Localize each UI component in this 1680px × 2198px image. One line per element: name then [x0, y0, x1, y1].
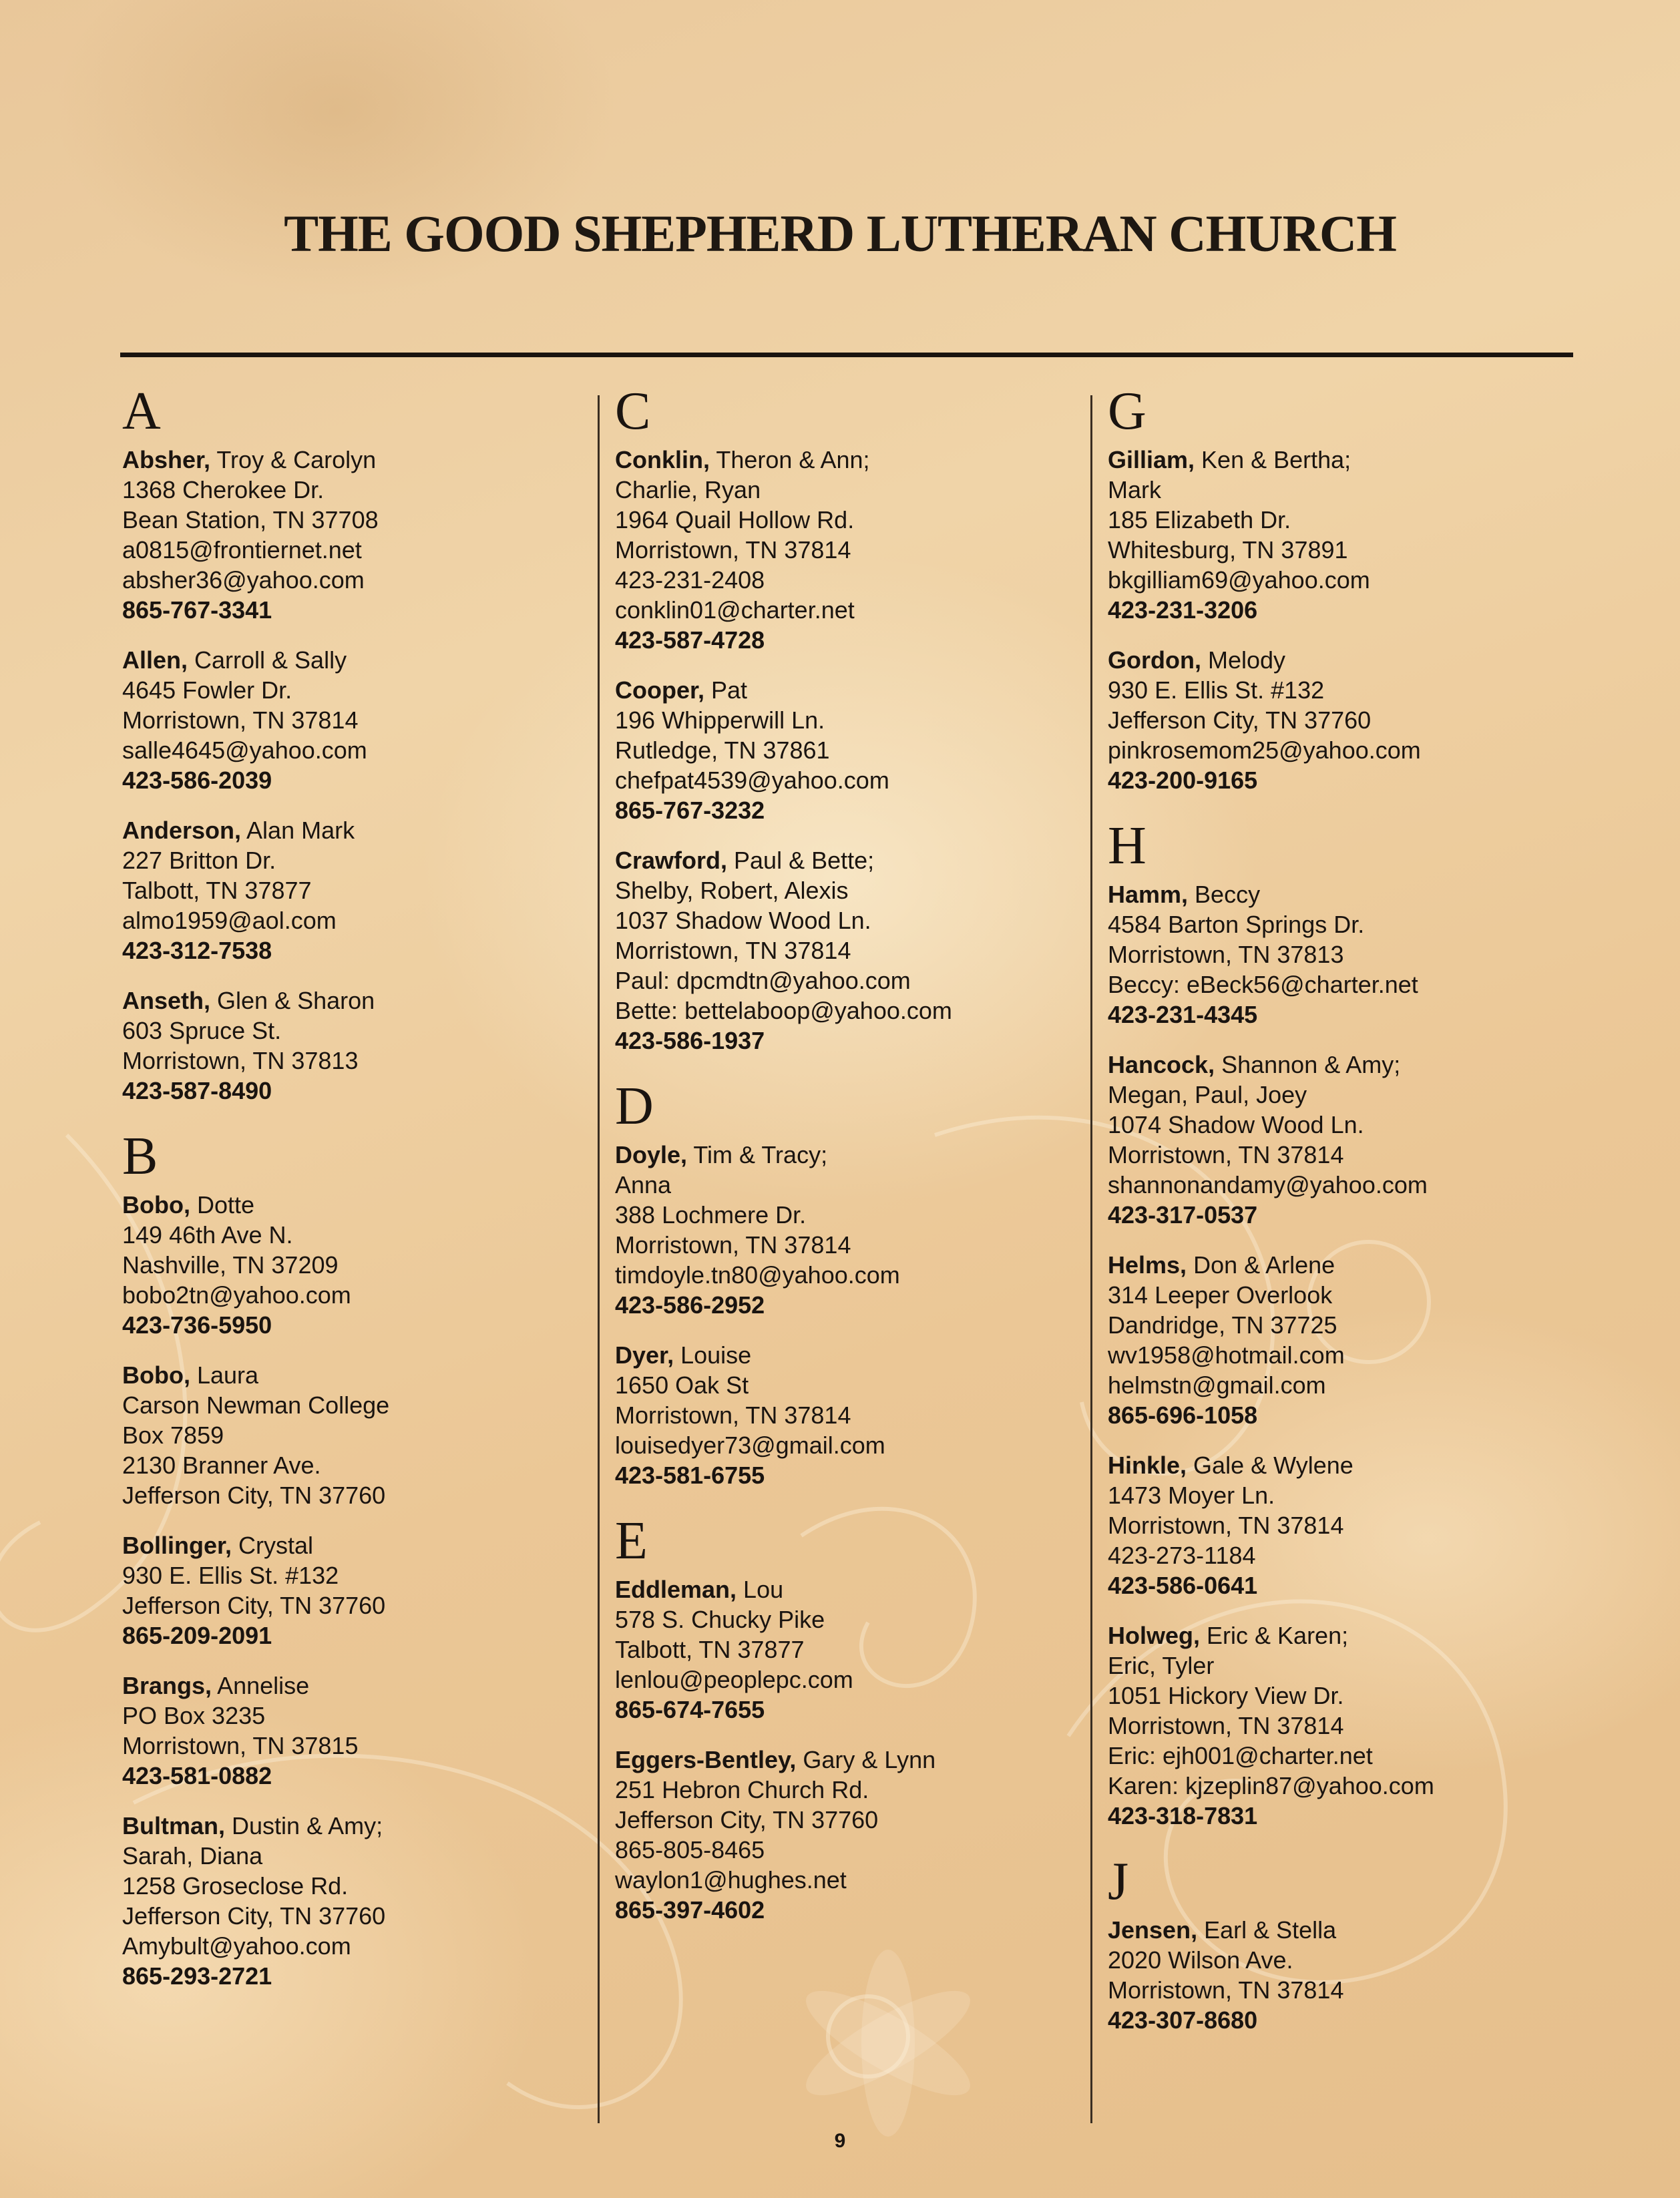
- member-phone: 865-293-2721: [122, 1962, 272, 1990]
- member-given-names: Dustin & Amy;: [225, 1812, 383, 1839]
- member-detail-line: 1650 Oak St: [615, 1371, 749, 1399]
- member-entry: [122, 645, 590, 795]
- member-detail-line: Jefferson City, TN 37760: [122, 1482, 386, 1509]
- page-number: 9: [834, 2130, 846, 2152]
- member-detail-line: 2130 Branner Ave.: [122, 1452, 321, 1479]
- member-detail-line: 314 Leeper Overlook: [1108, 1281, 1333, 1309]
- member-detail-line: Eric, Tyler: [1108, 1652, 1215, 1679]
- member-phone: 865-767-3341: [122, 596, 272, 624]
- member-detail-line: Jefferson City, TN 37760: [615, 1806, 879, 1833]
- member-phone: 423-317-0537: [1108, 1201, 1258, 1229]
- member-detail-line: Talbott, TN 37877: [615, 1636, 805, 1663]
- column-divider: [1090, 395, 1092, 2123]
- member-entry: [1108, 645, 1575, 795]
- member-phone: 423-318-7831: [1108, 1802, 1258, 1829]
- column-divider: [598, 395, 600, 2123]
- member-name-line: [615, 1745, 1082, 1775]
- member-phone: 423-736-5950: [122, 1311, 272, 1339]
- member-name-line: [122, 985, 590, 1016]
- member-entry: [122, 1811, 590, 1991]
- member-name-line: [615, 1140, 1082, 1170]
- member-surname: Eggers-Bentley,: [615, 1746, 797, 1773]
- member-name-line: [122, 815, 590, 845]
- member-detail-line: Morristown, TN 37814: [615, 1401, 851, 1429]
- directory-column-3: [1108, 381, 1575, 2055]
- member-name-line: [122, 645, 590, 675]
- member-detail-line: Morristown, TN 37814: [1108, 1512, 1344, 1539]
- member-entry: [122, 1360, 590, 1510]
- member-detail-line: 1074 Shadow Wood Ln.: [1108, 1111, 1364, 1138]
- member-entry: [615, 1340, 1082, 1490]
- member-detail-line: 1368 Cherokee Dr.: [122, 476, 325, 503]
- member-entry: [615, 1574, 1082, 1725]
- member-detail-line: Morristown, TN 37815: [122, 1732, 359, 1759]
- member-entry: [122, 1530, 590, 1651]
- member-surname: Hinkle,: [1108, 1452, 1187, 1479]
- member-detail-line: Jefferson City, TN 37760: [1108, 706, 1372, 734]
- section-letter-heading: C: [615, 382, 651, 441]
- member-phone: 865-209-2091: [122, 1622, 272, 1649]
- member-given-names: Paul & Bette;: [727, 847, 875, 874]
- member-surname: Bollinger,: [122, 1532, 232, 1559]
- letter-section: [1108, 1851, 1575, 2035]
- member-entry: [122, 1190, 590, 1340]
- letter-section: [1108, 381, 1575, 795]
- member-surname: Bobo,: [122, 1361, 190, 1389]
- member-detail-line: Shelby, Robert, Alexis: [615, 877, 849, 904]
- member-detail-line: 4645 Fowler Dr.: [122, 676, 292, 704]
- member-detail-line: 423-231-2408: [615, 566, 765, 594]
- header-rule: [120, 353, 1573, 357]
- member-phone: 423-587-8490: [122, 1077, 272, 1104]
- member-detail-line: chefpat4539@yahoo.com: [615, 766, 889, 794]
- member-phone: 865-397-4602: [615, 1896, 765, 1924]
- member-given-names: Earl & Stella: [1197, 1916, 1337, 1944]
- letter-section: [615, 1076, 1082, 1490]
- member-given-names: Shannon & Amy;: [1215, 1051, 1401, 1078]
- member-given-names: Beccy: [1188, 881, 1261, 908]
- letter-section: [122, 1126, 590, 1991]
- member-detail-line: Morristown, TN 37814: [615, 536, 851, 564]
- member-name-line: [615, 445, 1082, 475]
- section-letter-heading: D: [615, 1077, 654, 1136]
- letter-section: [122, 381, 590, 1106]
- member-detail-line: Mark: [1108, 476, 1161, 503]
- member-detail-line: 1051 Hickory View Dr.: [1108, 1682, 1344, 1709]
- member-detail-line: Morristown, TN 37814: [1108, 1712, 1344, 1739]
- member-surname: Anseth,: [122, 987, 211, 1014]
- member-given-names: Don & Arlene: [1187, 1251, 1335, 1279]
- member-given-names: Melody: [1201, 646, 1286, 674]
- member-detail-line: 1473 Moyer Ln.: [1108, 1482, 1275, 1509]
- member-surname: Gordon,: [1108, 646, 1201, 674]
- member-given-names: Gary & Lynn: [796, 1746, 936, 1773]
- member-entry: [1108, 445, 1575, 625]
- member-detail-line: 149 46th Ave N.: [122, 1221, 293, 1249]
- member-detail-line: Morristown, TN 37814: [1108, 1141, 1344, 1168]
- member-phone: 865-767-3232: [615, 797, 765, 824]
- member-detail-line: Morristown, TN 37814: [122, 706, 359, 734]
- member-detail-line: Jefferson City, TN 37760: [122, 1592, 386, 1619]
- member-detail-line: Box 7859: [122, 1421, 224, 1449]
- member-name-line: [615, 1340, 1082, 1370]
- member-given-names: Tim & Tracy;: [687, 1141, 828, 1168]
- member-detail-line: 930 E. Ellis St. #132: [122, 1562, 339, 1589]
- member-given-names: Ken & Bertha;: [1195, 446, 1351, 473]
- member-name-line: [1108, 879, 1575, 909]
- member-detail-line: Morristown, TN 37814: [1108, 1976, 1344, 2004]
- member-entry: [1108, 1250, 1575, 1430]
- member-phone: 423-231-4345: [1108, 1001, 1258, 1028]
- section-letter-heading: E: [615, 1512, 648, 1570]
- member-phone: 865-696-1058: [1108, 1401, 1258, 1429]
- directory-column-2: [615, 381, 1082, 1945]
- member-surname: Doyle,: [615, 1141, 688, 1168]
- member-detail-line: Beccy: eBeck56@charter.net: [1108, 971, 1418, 998]
- member-name-line: [1108, 1050, 1575, 1080]
- section-letter-heading: G: [1108, 382, 1146, 441]
- member-detail-line: Charlie, Ryan: [615, 476, 761, 503]
- member-name-line: [615, 675, 1082, 705]
- member-detail-line: Morristown, TN 37813: [122, 1047, 359, 1074]
- member-surname: Absher,: [122, 446, 211, 473]
- section-letter-heading: B: [122, 1127, 158, 1186]
- member-detail-line: timdoyle.tn80@yahoo.com: [615, 1261, 900, 1289]
- member-given-names: Annelise: [212, 1672, 310, 1699]
- member-given-names: Lou: [737, 1576, 784, 1603]
- directory-column-1: [122, 381, 590, 2011]
- member-given-names: Laura: [190, 1361, 259, 1389]
- member-detail-line: waylon1@hughes.net: [615, 1866, 847, 1894]
- member-detail-line: helmstn@gmail.com: [1108, 1371, 1326, 1399]
- member-phone: 423-586-2952: [615, 1291, 765, 1319]
- member-detail-line: salle4645@yahoo.com: [122, 736, 367, 764]
- member-surname: Hancock,: [1108, 1051, 1215, 1078]
- member-detail-line: conklin01@charter.net: [615, 596, 855, 624]
- member-entry: [615, 845, 1082, 1056]
- member-given-names: Troy & Carolyn: [210, 446, 377, 473]
- member-phone: 423-586-1937: [615, 1027, 765, 1054]
- member-name-line: [1108, 1250, 1575, 1280]
- member-name-line: [122, 1190, 590, 1220]
- member-surname: Gilliam,: [1108, 446, 1195, 473]
- member-surname: Crawford,: [615, 847, 728, 874]
- member-surname: Bultman,: [122, 1812, 226, 1839]
- member-detail-line: 388 Lochmere Dr.: [615, 1201, 807, 1229]
- member-detail-line: 2020 Wilson Ave.: [1108, 1946, 1293, 1974]
- letter-section: [615, 1510, 1082, 1925]
- letter-section: [615, 381, 1082, 1056]
- member-phone: 423-581-6755: [615, 1462, 765, 1489]
- member-phone: 423-200-9165: [1108, 766, 1258, 794]
- member-surname: Jensen,: [1108, 1916, 1198, 1944]
- member-surname: Allen,: [122, 646, 188, 674]
- member-detail-line: 1964 Quail Hollow Rd.: [615, 506, 855, 533]
- member-detail-line: bobo2tn@yahoo.com: [122, 1281, 351, 1309]
- member-detail-line: 423-273-1184: [1108, 1542, 1256, 1569]
- member-detail-line: absher36@yahoo.com: [122, 566, 365, 594]
- member-name-line: [1108, 645, 1575, 675]
- member-given-names: Glen & Sharon: [210, 987, 375, 1014]
- member-phone: 423-581-0882: [122, 1762, 272, 1789]
- member-detail-line: Morristown, TN 37814: [615, 937, 851, 964]
- member-detail-line: Megan, Paul, Joey: [1108, 1081, 1307, 1108]
- letter-section: [1108, 815, 1575, 1831]
- member-detail-line: pinkrosemom25@yahoo.com: [1108, 736, 1421, 764]
- member-detail-line: Dandridge, TN 37725: [1108, 1311, 1337, 1339]
- member-detail-line: almo1959@aol.com: [122, 907, 337, 934]
- member-detail-line: a0815@frontiernet.net: [122, 536, 362, 564]
- member-detail-line: Rutledge, TN 37861: [615, 736, 830, 764]
- member-phone: 423-307-8680: [1108, 2006, 1258, 2034]
- member-entry: [615, 1745, 1082, 1925]
- member-entry: [122, 815, 590, 965]
- member-detail-line: Morristown, TN 37813: [1108, 941, 1344, 968]
- member-given-names: Eric & Karen;: [1200, 1622, 1349, 1649]
- member-detail-line: Whitesburg, TN 37891: [1108, 536, 1348, 564]
- member-detail-line: 4584 Barton Springs Dr.: [1108, 911, 1365, 938]
- member-entry: [122, 445, 590, 625]
- member-detail-line: 1258 Groseclose Rd.: [122, 1872, 349, 1900]
- member-phone: 423-231-3206: [1108, 596, 1258, 624]
- member-entry: [122, 985, 590, 1106]
- member-name-line: [1108, 1915, 1575, 1945]
- member-entry: [615, 1140, 1082, 1320]
- member-name-line: [1108, 1450, 1575, 1480]
- member-detail-line: 251 Hebron Church Rd.: [615, 1776, 869, 1803]
- member-detail-line: Morristown, TN 37814: [615, 1231, 851, 1259]
- member-detail-line: Amybult@yahoo.com: [122, 1932, 351, 1960]
- member-name-line: [1108, 445, 1575, 475]
- member-given-names: Louise: [674, 1341, 752, 1369]
- member-entry: [122, 1671, 590, 1791]
- member-name-line: [122, 1811, 590, 1841]
- member-entry: [615, 675, 1082, 825]
- member-entry: [1108, 1050, 1575, 1230]
- member-phone: 865-674-7655: [615, 1696, 765, 1723]
- page-title: THE GOOD SHEPHERD LUTHERAN CHURCH: [284, 204, 1396, 262]
- member-surname: Eddleman,: [615, 1576, 737, 1603]
- member-given-names: Theron & Ann;: [710, 446, 870, 473]
- member-given-names: Pat: [704, 676, 748, 704]
- member-detail-line: lenlou@peoplepc.com: [615, 1666, 853, 1693]
- member-detail-line: Eric: ejh001@charter.net: [1108, 1742, 1373, 1769]
- member-detail-line: Carson Newman College: [122, 1391, 390, 1419]
- member-detail-line: Talbott, TN 37877: [122, 877, 312, 904]
- member-name-line: [122, 1530, 590, 1560]
- member-detail-line: 865-805-8465: [615, 1836, 765, 1863]
- member-detail-line: Anna: [615, 1171, 672, 1198]
- member-detail-line: 578 S. Chucky Pike: [615, 1606, 825, 1633]
- member-phone: 423-587-4728: [615, 626, 765, 654]
- member-surname: Anderson,: [122, 817, 242, 844]
- member-name-line: [122, 1671, 590, 1701]
- member-surname: Hamm,: [1108, 881, 1189, 908]
- member-name-line: [1108, 1620, 1575, 1651]
- member-entry: [1108, 1915, 1575, 2035]
- member-phone: 423-586-0641: [1108, 1572, 1258, 1599]
- member-entry: [1108, 1450, 1575, 1600]
- member-detail-line: Bette: bettelaboop@yahoo.com: [615, 997, 952, 1024]
- member-given-names: Crystal: [232, 1532, 314, 1559]
- section-letter-heading: J: [1108, 1852, 1129, 1911]
- member-name-line: [122, 1360, 590, 1390]
- member-detail-line: 603 Spruce St.: [122, 1017, 282, 1044]
- member-entry: [1108, 879, 1575, 1030]
- member-detail-line: PO Box 3235: [122, 1702, 266, 1729]
- member-detail-line: Sarah, Diana: [122, 1842, 263, 1870]
- member-detail-line: Jefferson City, TN 37760: [122, 1902, 386, 1930]
- member-detail-line: 196 Whipperwill Ln.: [615, 706, 825, 734]
- member-entry: [615, 445, 1082, 655]
- member-given-names: Gale & Wylene: [1187, 1452, 1353, 1479]
- member-detail-line: 930 E. Ellis St. #132: [1108, 676, 1325, 704]
- member-detail-line: Bean Station, TN 37708: [122, 506, 379, 533]
- member-phone: 423-312-7538: [122, 937, 272, 964]
- member-detail-line: Paul: dpcmdtn@yahoo.com: [615, 967, 911, 994]
- member-entry: [1108, 1620, 1575, 1831]
- member-name-line: [122, 445, 590, 475]
- section-letter-heading: H: [1108, 817, 1146, 875]
- member-surname: Holweg,: [1108, 1622, 1201, 1649]
- member-given-names: Dotte: [190, 1191, 255, 1219]
- section-letter-heading: A: [122, 382, 161, 441]
- member-detail-line: 227 Britton Dr.: [122, 847, 276, 874]
- member-name-line: [615, 1574, 1082, 1604]
- member-detail-line: bkgilliam69@yahoo.com: [1108, 566, 1370, 594]
- member-surname: Conklin,: [615, 446, 710, 473]
- member-detail-line: louisedyer73@gmail.com: [615, 1432, 885, 1459]
- member-detail-line: 1037 Shadow Wood Ln.: [615, 907, 871, 934]
- member-given-names: Alan Mark: [241, 817, 355, 844]
- member-detail-line: Nashville, TN 37209: [122, 1251, 339, 1279]
- member-surname: Helms,: [1108, 1251, 1187, 1279]
- member-surname: Cooper,: [615, 676, 705, 704]
- member-detail-line: Karen: kjzeplin87@yahoo.com: [1108, 1772, 1434, 1799]
- member-surname: Brangs,: [122, 1672, 212, 1699]
- member-detail-line: 185 Elizabeth Dr.: [1108, 506, 1291, 533]
- member-detail-line: shannonandamy@yahoo.com: [1108, 1171, 1428, 1198]
- member-given-names: Carroll & Sally: [188, 646, 347, 674]
- member-name-line: [615, 845, 1082, 875]
- member-surname: Dyer,: [615, 1341, 674, 1369]
- member-detail-line: wv1958@hotmail.com: [1108, 1341, 1345, 1369]
- member-phone: 423-586-2039: [122, 766, 272, 794]
- member-surname: Bobo,: [122, 1191, 190, 1219]
